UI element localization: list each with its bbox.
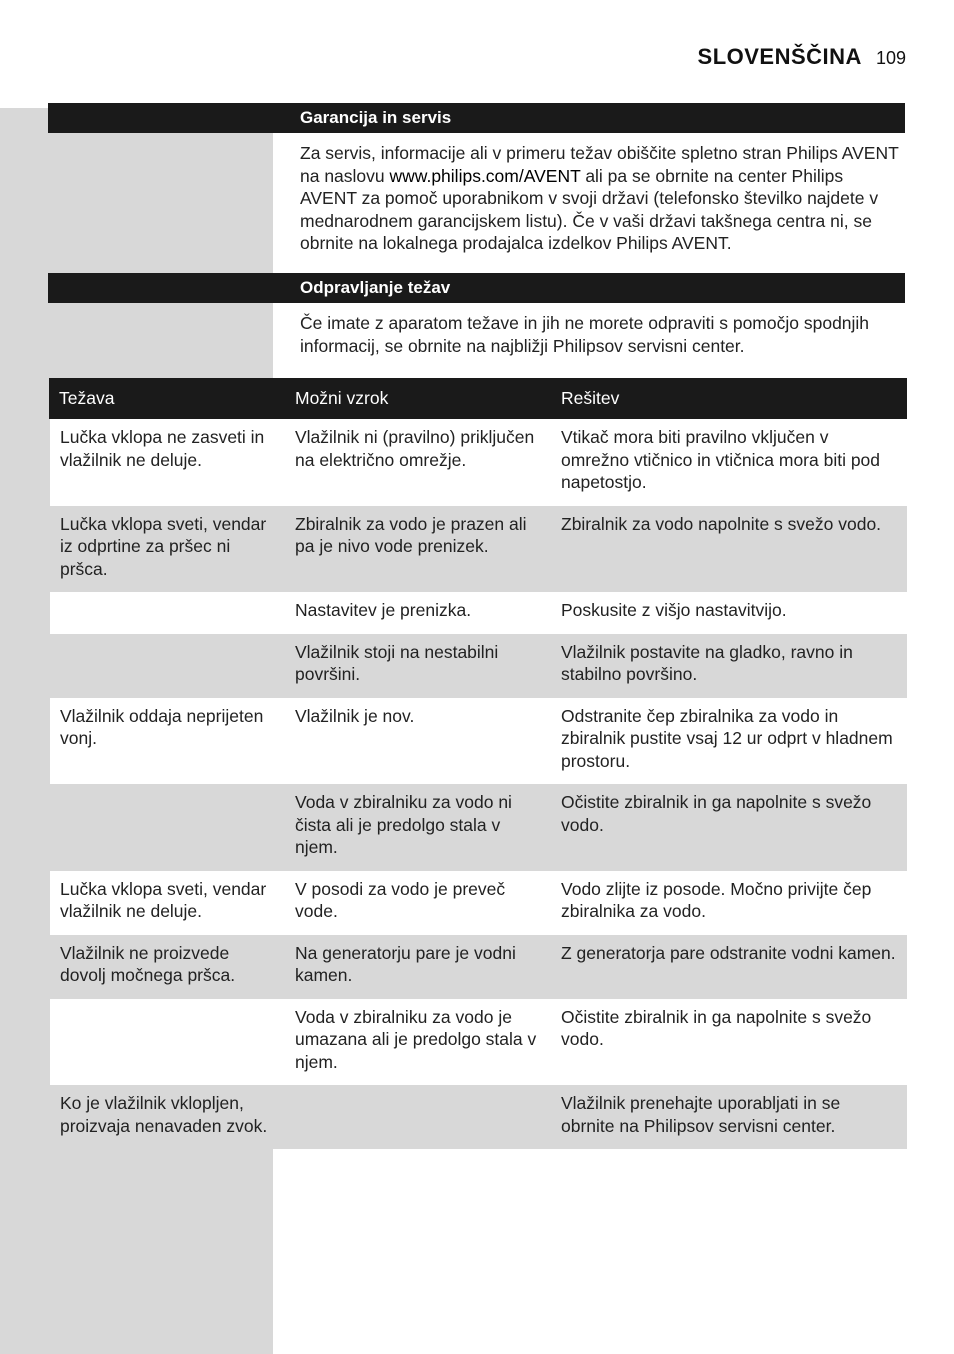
table-body: [49, 419, 907, 1149]
table-row: [49, 419, 907, 506]
cell-problem: Vlažilnik oddaja neprijeten vonj.: [49, 698, 285, 785]
warranty-text-after: ali pa se obrnite na center Philips AVENT za pomoč uporabnikom v svoji državi (telefonsko številko najdete v mednarodnem garancijskem listu). Če v vaši državi takšnega centra ni, se obrnite na lokalnega prodajalca izdelkov Philips AVENT.: [300, 165, 879, 253]
cell-solution: Zbiralnik za vodo napolnite s svežo vodo.: [551, 506, 907, 593]
page-header: [698, 44, 906, 70]
table-row: [49, 506, 907, 593]
cell-solution: Očistite zbiralnik in ga napolnite s svežo vodo.: [551, 999, 907, 1086]
cell-problem: [49, 592, 285, 634]
cell-cause: Vlažilnik je nov.: [285, 698, 551, 785]
warranty-text-before: Za servis, informacije ali v primeru težav obiščite spletno stran Philips AVENT na naslovu: [300, 143, 899, 186]
cell-solution: Z generatorja pare odstranite vodni kamen.: [551, 935, 907, 999]
cell-cause: Zbiralnik za vodo je prazen ali pa je nivo vode prenizek.: [285, 506, 551, 593]
cell-problem: Vlažilnik ne proizvede dovolj močnega pršca.: [49, 935, 285, 999]
warranty-paragraph: [300, 142, 900, 255]
table-row: [49, 871, 907, 935]
cell-cause: Voda v zbiralniku za vodo je umazana ali je predolgo stala v njem.: [285, 999, 551, 1086]
cell-solution: Odstranite čep zbiralnika za vodo in zbiralnik pustite vsaj 12 ur odprt v hladnem prostoru.: [551, 698, 907, 785]
cell-problem: [49, 634, 285, 698]
column-header-solution: Rešitev: [551, 378, 907, 419]
cell-cause: Vlažilnik ni (pravilno) priključen na električno omrežje.: [285, 419, 551, 506]
table-row: [49, 592, 907, 634]
warranty-section-bar: [48, 103, 905, 133]
language-label: SLOVENŠČINA: [697, 44, 862, 69]
table-row: [49, 1085, 907, 1149]
table-row: [49, 634, 907, 698]
troubleshooting-intro: Če imate z aparatom težave in jih ne morete odpraviti s pomočjo spodnjih informacij, se obrnite na najbližji Philipsov servisni center.: [300, 313, 870, 356]
troubleshooting-table: [48, 378, 907, 1149]
table-row: [49, 698, 907, 785]
cell-problem: Lučka vklopa sveti, vendar vlažilnik ne deluje.: [49, 871, 285, 935]
cell-solution: Vlažilnik postavite na gladko, ravno in stabilno površino.: [551, 634, 907, 698]
cell-problem: [49, 999, 285, 1086]
cell-solution: Vodo zlijte iz posode. Močno privijte čep zbiralnika za vodo.: [551, 871, 907, 935]
cell-problem: Lučka vklopa sveti, vendar iz odprtine za pršec ni pršca.: [49, 506, 285, 593]
cell-solution: Vlažilnik prenehajte uporabljati in se obrnite na Philipsov servisni center.: [551, 1085, 907, 1149]
cell-problem: Lučka vklopa ne zasveti in vlažilnik ne deluje.: [49, 419, 285, 506]
table-row: [49, 784, 907, 871]
warranty-title: Garancija in servis: [300, 108, 452, 127]
column-header-problem: Težava: [49, 378, 285, 419]
cell-cause: [285, 1085, 551, 1149]
page-number: 109: [875, 48, 906, 68]
table-header-row: [49, 378, 907, 419]
cell-problem: Ko je vlažilnik vklopljen, proizvaja nenavaden zvok.: [49, 1085, 285, 1149]
cell-cause: Vlažilnik stoji na nestabilni površini.: [285, 634, 551, 698]
troubleshooting-title: Odpravljanje težav: [300, 278, 451, 297]
warranty-link[interactable]: www.philips.com/AVENT: [389, 165, 581, 186]
troubleshooting-section-bar: [48, 273, 905, 303]
table-row: [49, 935, 907, 999]
column-header-cause: Možni vzrok: [285, 378, 551, 419]
cell-solution: Očistite zbiralnik in ga napolnite s svežo vodo.: [551, 784, 907, 871]
cell-solution: Vtikač mora biti pravilno vključen v omrežno vtičnico in vtičnica mora biti pod napetostjo.: [551, 419, 907, 506]
cell-cause: Nastavitev je prenizka.: [285, 592, 551, 634]
table-row: [49, 999, 907, 1086]
cell-cause: V posodi za vodo je preveč vode.: [285, 871, 551, 935]
cell-solution: Poskusite z višjo nastavitvijo.: [551, 592, 907, 634]
cell-cause: Voda v zbiralniku za vodo ni čista ali je predolgo stala v njem.: [285, 784, 551, 871]
cell-cause: Na generatorju pare je vodni kamen.: [285, 935, 551, 999]
cell-problem: [49, 784, 285, 871]
